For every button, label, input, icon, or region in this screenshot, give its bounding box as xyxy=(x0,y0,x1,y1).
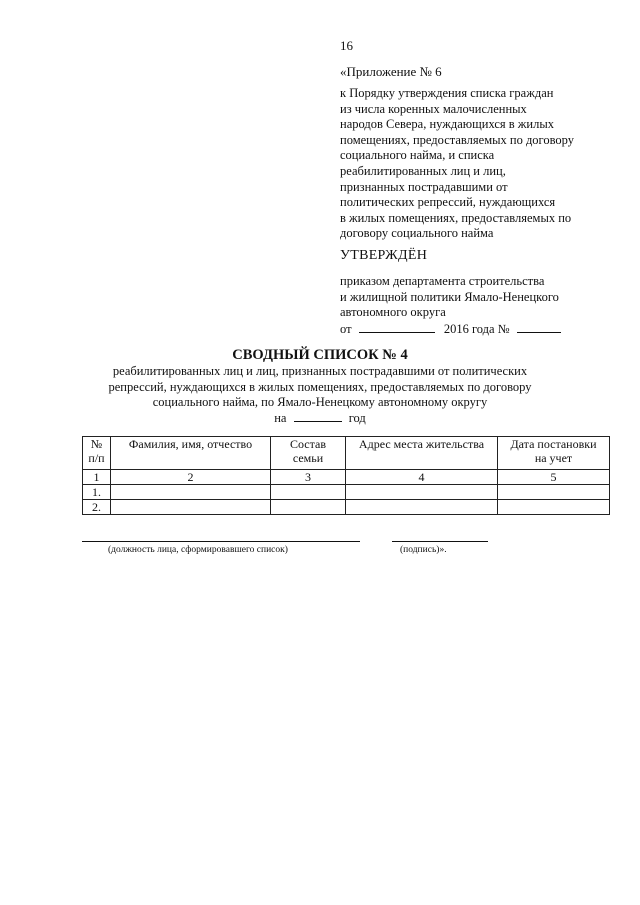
subtitle-line: репрессий, нуждающихся в жилых помещениях, предоставляемых по договору xyxy=(108,379,532,394)
column-number: 5 xyxy=(498,470,610,485)
appendix-line: из числа коренных малочисленных xyxy=(340,101,527,116)
table-cell xyxy=(346,500,498,515)
signature-line xyxy=(392,541,488,542)
table-cell xyxy=(271,485,346,500)
approval-line: приказом департамента строительства xyxy=(340,274,545,288)
approval-date-prefix: от xyxy=(340,322,352,336)
column-number: 2 xyxy=(111,470,271,485)
on-year xyxy=(0,410,640,426)
table-column-numbers-row xyxy=(83,470,610,485)
table-header-row xyxy=(83,437,610,470)
table-cell xyxy=(271,500,346,515)
page-number: 16 xyxy=(340,38,353,53)
header-cell-address: Адрес места жительства xyxy=(346,437,498,470)
subtitle-line: социального найма, по Ямало-Ненецкому автономному округу xyxy=(152,395,488,410)
approval-date xyxy=(340,321,561,337)
appendix-line: реабилитированных лиц и лиц, xyxy=(340,163,506,178)
table-cell: 1. xyxy=(83,485,111,500)
appendix-line: в жилых помещениях, предоставляемых по xyxy=(340,210,572,225)
signature-caption: (подпись)». xyxy=(400,545,447,555)
year-blank xyxy=(294,410,342,422)
appendix-line: политических репрессий, нуждающихся xyxy=(340,195,556,210)
document-title: СВОДНЫЙ СПИСОК № 4 xyxy=(232,347,408,363)
approval-number-blank xyxy=(517,321,561,333)
approval-text xyxy=(340,274,559,321)
appendix-text xyxy=(340,86,610,242)
approval-date-middle: 2016 года № xyxy=(443,322,510,336)
appendix-title: «Приложение № 6 xyxy=(340,64,442,79)
table-cell xyxy=(498,485,610,500)
subtitle-line: реабилитированных лиц и лиц, признанных пострадавшими от политических xyxy=(112,364,528,378)
approval-line: и жилищной политики Ямало-Ненецкого xyxy=(340,289,559,304)
position-caption: (должность лица, сформировавшего список) xyxy=(108,545,288,555)
column-number: 4 xyxy=(346,470,498,485)
approval-date-blank xyxy=(359,321,435,333)
table-cell xyxy=(498,500,610,515)
appendix-line: признанных пострадавшими от xyxy=(340,179,508,194)
position-signature-line xyxy=(82,541,360,542)
year-prefix: на xyxy=(274,411,287,425)
table-cell xyxy=(111,485,271,500)
header-cell-name: Фамилия, имя, отчество xyxy=(111,437,271,470)
table-row xyxy=(83,485,610,500)
table-cell xyxy=(111,500,271,515)
document-subtitle xyxy=(0,364,640,411)
appendix-line: социального найма, и списка xyxy=(340,148,495,163)
table-row xyxy=(83,500,610,515)
column-number: 1 xyxy=(83,470,111,485)
header-cell-family: Состав семьи xyxy=(271,437,346,470)
table-cell: 2. xyxy=(83,500,111,515)
approval-line: автономного округа xyxy=(340,305,446,320)
header-cell-date: Дата постановки на учет xyxy=(498,437,610,470)
year-suffix: год xyxy=(348,411,366,425)
summary-table xyxy=(82,436,610,515)
appendix-line: помещениях, предоставляемых по договору xyxy=(340,132,575,147)
appendix-line: к Порядку утверждения списка граждан xyxy=(340,86,554,100)
appendix-line: договору социального найма xyxy=(340,226,494,241)
header-cell-number: № п/п xyxy=(83,437,111,470)
table-cell xyxy=(346,485,498,500)
approval-title: УТВЕРЖДЁН xyxy=(340,248,428,263)
appendix-line: народов Севера, нуждающихся в жилых xyxy=(340,117,555,132)
column-number: 3 xyxy=(271,470,346,485)
